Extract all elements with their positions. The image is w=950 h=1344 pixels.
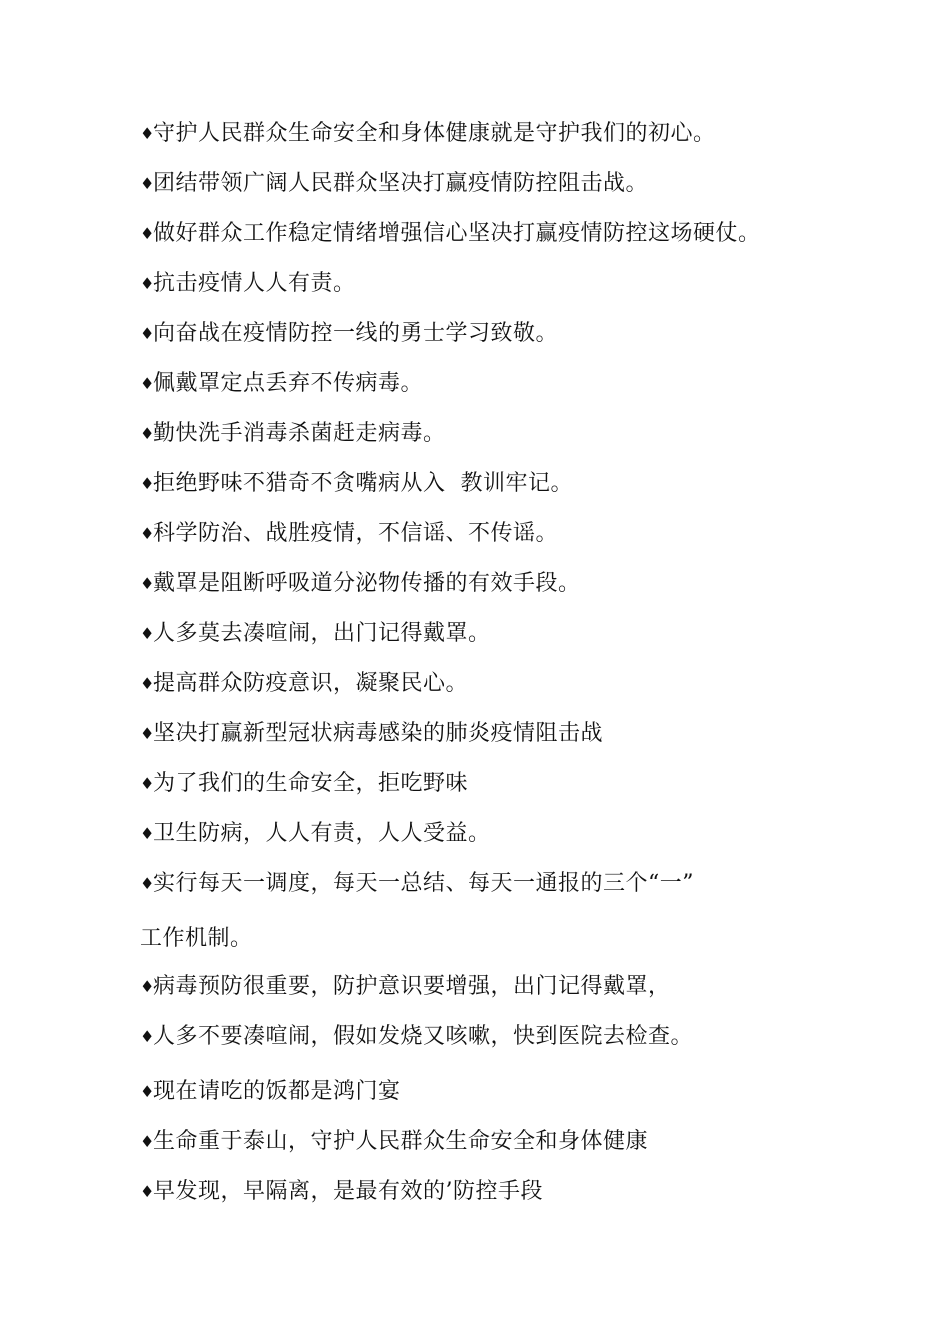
slogan-line xyxy=(140,973,671,1001)
slogan-text: 人多莫去凑喧闹，出门记得戴罩。 xyxy=(153,621,491,646)
slogan-line xyxy=(140,270,356,298)
slogan-line xyxy=(140,570,581,598)
slogan-line xyxy=(140,120,716,148)
diamond-bullet-icon: ♦ xyxy=(140,474,155,493)
slogan-line xyxy=(140,470,573,498)
diamond-bullet-icon: ♦ xyxy=(140,424,155,443)
slogan-line xyxy=(140,370,423,398)
diamond-bullet-icon: ♦ xyxy=(140,224,155,243)
diamond-bullet-icon: ♦ xyxy=(140,977,155,996)
slogan-text: 坚决打赢新型冠状病毒感染的肺炎疫情阻击战 xyxy=(153,721,604,746)
diamond-bullet-icon: ♦ xyxy=(140,1132,155,1151)
diamond-bullet-icon: ♦ xyxy=(140,124,155,143)
diamond-bullet-icon: ♦ xyxy=(140,1082,155,1101)
slogan-line xyxy=(140,1128,648,1156)
slogan-text: 为了我们的生命安全，拒吃野味 xyxy=(153,771,469,796)
diamond-bullet-icon: ♦ xyxy=(140,524,155,543)
slogan-text: 佩戴罩定点丢弃不传病毒。 xyxy=(153,371,424,396)
slogan-line xyxy=(140,320,558,348)
continuation-line xyxy=(140,925,253,953)
diamond-bullet-icon: ♦ xyxy=(140,774,155,793)
diamond-bullet-icon: ♦ xyxy=(140,824,155,843)
slogan-line xyxy=(140,870,694,898)
diamond-bullet-icon: ♦ xyxy=(140,624,155,643)
diamond-bullet-icon: ♦ xyxy=(140,724,155,743)
slogan-text: 拒绝野味不猎奇不贪嘴病从入 教训牢记。 xyxy=(153,471,573,496)
slogan-text: 戴罩是阻断呼吸道分泌物传播的有效手段。 xyxy=(153,571,581,596)
diamond-bullet-icon: ♦ xyxy=(140,174,155,193)
diamond-bullet-icon: ♦ xyxy=(140,1182,155,1201)
diamond-bullet-icon: ♦ xyxy=(140,1027,155,1046)
slogan-line xyxy=(140,770,468,798)
slogan-text: 守护人民群众生命安全和身体健康就是守护我们的初心。 xyxy=(153,121,716,146)
slogan-line xyxy=(140,670,468,698)
diamond-bullet-icon: ♦ xyxy=(140,274,155,293)
slogan-text: 提高群众防疫意识，凝聚民心。 xyxy=(153,671,469,696)
slogan-text: 卫生防病，人人有责，人人受益。 xyxy=(153,821,491,846)
slogan-text: 做好群众工作稳定情绪增强信心坚决打赢疫情防控这场硬仗。 xyxy=(153,221,761,246)
slogan-line xyxy=(140,1178,543,1206)
diamond-bullet-icon: ♦ xyxy=(140,324,155,343)
slogan-text: 勤快洗手消毒杀菌赶走病毒。 xyxy=(153,421,446,446)
slogan-text: 生命重于泰山，守护人民群众生命安全和身体健康 xyxy=(153,1129,649,1154)
slogan-text: 实行每天一调度，每天一总结、每天一通报的三个“一” xyxy=(153,871,694,896)
slogan-text: 病毒预防很重要，防护意识要增强，出门记得戴罩， xyxy=(153,974,671,999)
slogan-text: 现在请吃的饭都是鸿门宴 xyxy=(153,1079,401,1104)
slogan-text: 抗击疫情人人有责。 xyxy=(153,271,356,296)
slogan-line xyxy=(140,720,603,748)
slogan-line xyxy=(140,170,648,198)
diamond-bullet-icon: ♦ xyxy=(140,574,155,593)
slogan-text: 团结带领广阔人民群众坚决打赢疫情防控阻击战。 xyxy=(153,171,649,196)
slogan-text: 工作机制。 xyxy=(140,926,253,951)
slogan-text: 人多不要凑喧闹，假如发烧又咳嗽，快到医院去检查。 xyxy=(153,1024,694,1049)
slogan-line xyxy=(140,1078,401,1106)
slogan-line xyxy=(140,220,761,248)
slogan-line xyxy=(140,420,446,448)
slogan-line xyxy=(140,520,558,548)
slogan-line xyxy=(140,620,491,648)
slogan-line xyxy=(140,1023,693,1051)
slogan-text: 向奋战在疫情防控一线的勇士学习致敬。 xyxy=(153,321,559,346)
diamond-bullet-icon: ♦ xyxy=(140,874,155,893)
slogan-text: 科学防治、战胜疫情，不信谣、不传谣。 xyxy=(153,521,559,546)
slogan-text: 早发现，早隔离，是最有效的’防控手段 xyxy=(153,1179,543,1204)
slogan-line xyxy=(140,820,491,848)
diamond-bullet-icon: ♦ xyxy=(140,374,155,393)
diamond-bullet-icon: ♦ xyxy=(140,674,155,693)
